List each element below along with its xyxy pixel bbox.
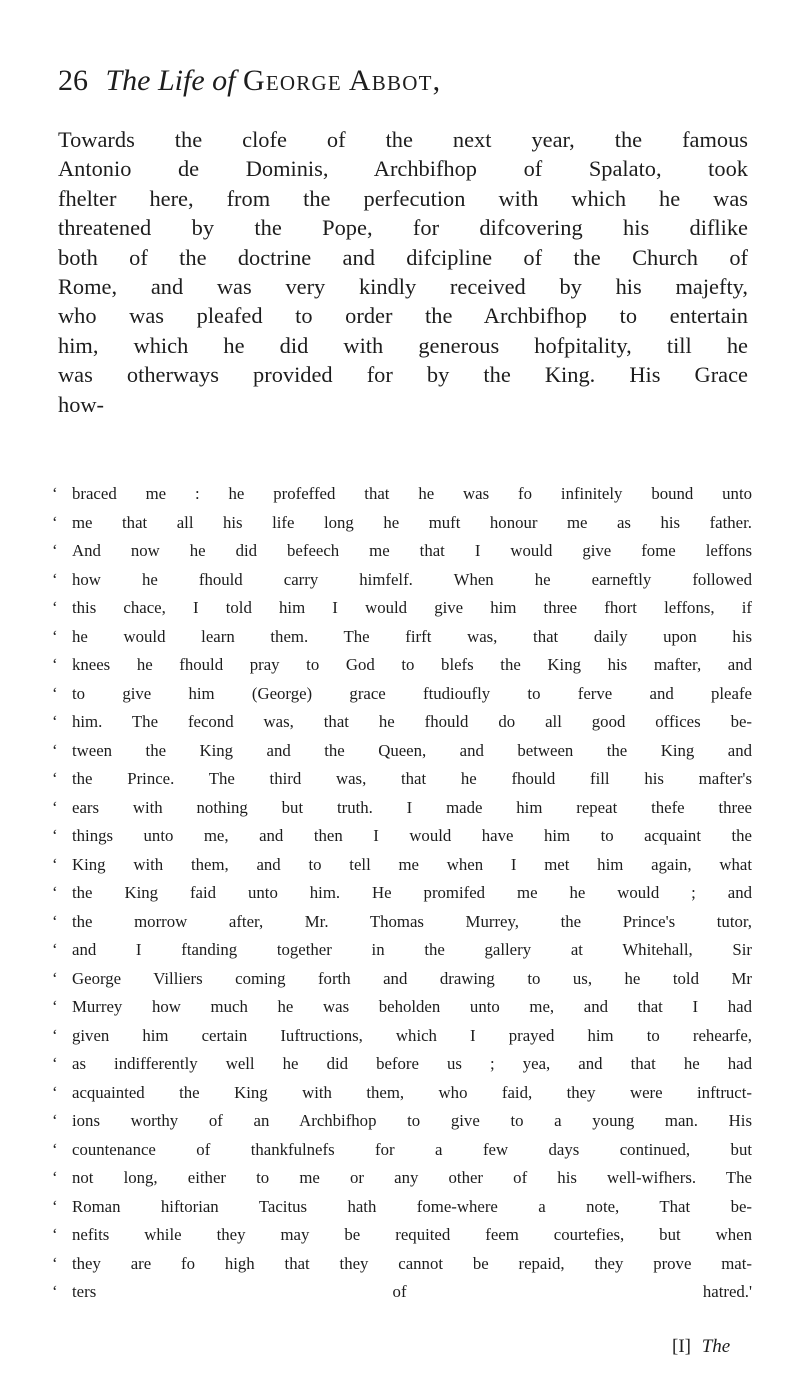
quote-line-text: countenance of thankfulnefs for a few days continued, but	[72, 1139, 752, 1159]
quote-line	[52, 480, 752, 509]
quote-mark: ‘	[52, 940, 58, 959]
quote-line	[52, 965, 752, 994]
quote-mark: ‘	[52, 997, 58, 1016]
quote-line	[52, 851, 752, 880]
quote-line	[52, 509, 752, 538]
quote-line-text: me that all his life long he muft honour me as his father.	[72, 512, 752, 532]
quote-mark: ‘	[52, 1111, 58, 1130]
quote-mark: ‘	[52, 1225, 58, 1244]
quote-line-text: ears with nothing but truth. I made him repeat thefe three	[72, 797, 752, 817]
text-line: threatened by the Pope, for difcovering his diflike	[58, 215, 748, 241]
quote-mark: ‘	[52, 598, 58, 617]
quote-line-text: how he fhould carry himfelf. When he earneftly followed	[72, 569, 752, 589]
quote-line-text: things unto me, and then I would have him to acquaint the	[72, 826, 752, 845]
quote-mark: ‘	[52, 1025, 58, 1045]
catchword-line	[672, 1336, 730, 1358]
quote-line	[52, 1136, 752, 1165]
quote-mark: ‘	[52, 911, 58, 931]
quote-line	[52, 794, 752, 823]
quote-mark: ‘	[52, 512, 58, 532]
quote-line-text: as indifferently well he did before us ; yea, and that he had	[72, 1054, 752, 1073]
quote-line	[52, 908, 752, 937]
quote-mark: ‘	[52, 854, 58, 874]
quote-line-text: knees he fhould pray to God to blefs the King his mafter, and	[72, 655, 752, 674]
quote-line	[52, 1221, 752, 1250]
quote-line-text: he would learn them. The firft was, that daily upon his	[72, 626, 752, 646]
quote-line-text: Murrey how much he was beholden unto me, and that I had	[72, 997, 752, 1016]
header-title-caps: George Abbot,	[243, 64, 442, 97]
quote-line-text: they are fo high that they cannot be repaid, they prove mat-	[72, 1253, 752, 1273]
quote-mark: ‘	[52, 1196, 58, 1216]
quote-line	[52, 1050, 752, 1079]
quote-mark: ‘	[52, 740, 58, 760]
quote-mark: ‘	[52, 655, 58, 674]
quote-line-text: King with them, and to tell me when I met him again, what	[72, 854, 752, 874]
text-line: was otherways provided for by the King. His Grace	[58, 362, 748, 388]
quote-line-text: and I ftanding together in the gallery at Whitehall, Sir	[72, 940, 752, 959]
header-title-italic: The Life of	[105, 64, 236, 97]
quote-line	[52, 566, 752, 595]
quote-mark: ‘	[52, 712, 58, 731]
text-line: how-	[58, 391, 105, 417]
main-paragraph	[58, 125, 748, 419]
quote-mark: ‘	[52, 1054, 58, 1073]
quote-mark: ‘	[52, 1139, 58, 1159]
quote-mark: ‘	[52, 1253, 58, 1273]
quote-line-text: given him certain Iuftructions, which I prayed him to rehearfe,	[72, 1025, 752, 1045]
quote-mark: ‘	[52, 626, 58, 646]
quote-mark: ‘	[52, 683, 58, 703]
quote-line-text: acquainted the King with them, who faid, they were inftruct-	[72, 1082, 752, 1102]
signature-mark: [I]	[672, 1336, 691, 1357]
quote-mark: ‘	[52, 826, 58, 845]
quote-line	[52, 1250, 752, 1279]
quote-line-text: to give him (George) grace ftudioufly to ferve and pleafe	[72, 683, 752, 703]
quote-line	[52, 737, 752, 766]
quote-line	[52, 680, 752, 709]
quote-line	[52, 765, 752, 794]
quote-line	[52, 708, 752, 737]
quote-mark: ‘	[52, 769, 58, 788]
quote-line-text: the King faid unto him. He promifed me he would ; and	[72, 883, 752, 902]
text-line: both of the doctrine and difcipline of the Church of	[58, 244, 748, 270]
page-number: 26	[58, 64, 88, 97]
quote-line	[52, 1079, 752, 1108]
text-line: fhelter here, from the perfecution with which he was	[58, 185, 748, 211]
quoted-passage	[52, 480, 752, 1307]
text-line: Rome, and was very kindly received by his majefty,	[58, 273, 748, 299]
quote-line	[52, 1022, 752, 1051]
text-line: him, which he did with generous hofpitality, till he	[58, 332, 748, 358]
text-line: who was pleafed to order the Archbifhop to entertain	[58, 303, 748, 329]
quote-mark: ‘	[52, 1282, 58, 1301]
quote-line-text: the morrow after, Mr. Thomas Murrey, the Prince's tutor,	[72, 911, 752, 931]
quote-line-text: braced me : he profeffed that he was fo infinitely bound unto	[72, 484, 752, 503]
quote-line-text: tween the King and the Queen, and between the King and	[72, 740, 752, 760]
quote-mark: ‘	[52, 797, 58, 817]
quote-line-text: ters of hatred.'	[72, 1282, 752, 1301]
text-line: Antonio de Dominis, Archbifhop of Spalato, took	[58, 156, 748, 182]
quote-line-text: nefits while they may be requited feem courtefies, but when	[72, 1225, 752, 1244]
quote-line-text: And now he did befeech me that I would give fome leffons	[72, 541, 752, 560]
quote-line	[52, 623, 752, 652]
text-line: Towards the clofe of the next year, the famous	[58, 127, 748, 152]
quote-line-text: George Villiers coming forth and drawing to us, he told Mr	[72, 968, 752, 988]
quote-line	[52, 1164, 752, 1193]
quote-line	[52, 537, 752, 566]
quote-mark: ‘	[52, 968, 58, 988]
quote-line	[52, 594, 752, 623]
quote-line	[52, 936, 752, 965]
quote-mark: ‘	[52, 883, 58, 902]
quote-line	[52, 1278, 752, 1307]
quote-mark: ‘	[52, 541, 58, 560]
quote-line-text: not long, either to me or any other of his well-wifhers. The	[72, 1168, 752, 1187]
quote-line-text: Roman hiftorian Tacitus hath fome-where a note, That be-	[72, 1196, 752, 1216]
quote-mark: ‘	[52, 569, 58, 589]
quote-line	[52, 879, 752, 908]
quote-line	[52, 651, 752, 680]
quote-line-text: the Prince. The third was, that he fhould fill his mafter's	[72, 769, 752, 788]
quote-line	[52, 1107, 752, 1136]
quote-line	[52, 822, 752, 851]
quote-line	[52, 993, 752, 1022]
running-header	[58, 64, 748, 98]
quote-mark: ‘	[52, 1082, 58, 1102]
catchword: The	[701, 1336, 731, 1357]
quote-mark: ‘	[52, 484, 58, 503]
quote-line-text: ions worthy of an Archbifhop to give to a young man. His	[72, 1111, 752, 1130]
quote-line-text: him. The fecond was, that he fhould do all good offices be-	[72, 712, 752, 731]
quote-mark: ‘	[52, 1168, 58, 1187]
quote-line-text: this chace, I told him I would give him three fhort leffons, if	[72, 598, 752, 617]
quote-line	[52, 1193, 752, 1222]
